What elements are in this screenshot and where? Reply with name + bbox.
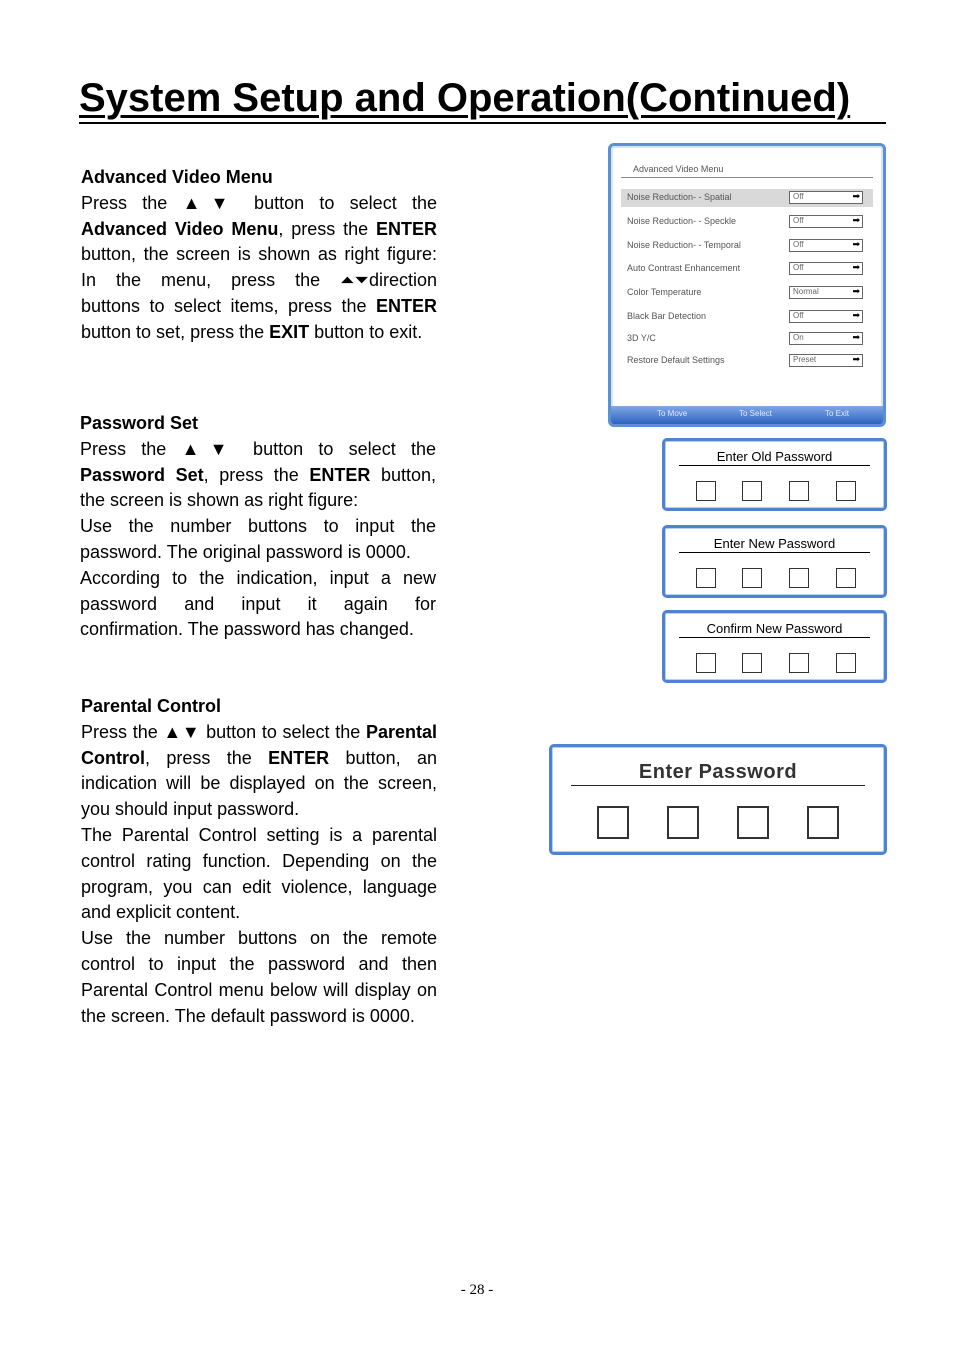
password-digit-4[interactable] bbox=[836, 653, 856, 673]
osd-row-color-temperature[interactable]: Color Temperature Normal ➡ bbox=[621, 284, 873, 302]
osd-footer-bar bbox=[611, 406, 883, 424]
body-line: Use the number buttons to input the bbox=[80, 516, 436, 537]
body-line: Press the ▲▼ button to select the bbox=[80, 438, 436, 459]
password-digit-4[interactable] bbox=[836, 481, 856, 501]
title-underline bbox=[79, 122, 886, 124]
arrow-right-icon: ➡ bbox=[852, 239, 860, 249]
section-heading: Advanced Video Menu bbox=[81, 167, 273, 187]
osd-value-box[interactable]: Off ➡ bbox=[789, 262, 863, 275]
body-line: button, the screen is shown as right figure: bbox=[81, 244, 437, 265]
password-digit-2[interactable] bbox=[667, 806, 699, 839]
body-line: Advanced Video Menu, press the ENTER bbox=[81, 218, 437, 239]
body-line: password and input it again for bbox=[80, 593, 436, 614]
body-line: Control, press the ENTER button, an bbox=[81, 747, 437, 768]
dialog-label: Enter Password bbox=[638, 761, 798, 783]
osd-value-box[interactable]: Off ➡ bbox=[789, 191, 863, 204]
body-line: Use the number buttons on the remote bbox=[81, 928, 437, 949]
password-digit-1[interactable] bbox=[696, 653, 716, 673]
osd-value-box[interactable]: Off ➡ bbox=[789, 239, 863, 252]
page-number: - 28 - bbox=[460, 1282, 494, 1298]
osd-row-auto-contrast[interactable]: Auto Contrast Enhancement Off ➡ bbox=[621, 260, 873, 278]
arrow-right-icon: ➡ bbox=[852, 354, 860, 364]
osd-row-noise-spatial[interactable]: Noise Reduction- - Spatial Off ➡ bbox=[621, 189, 873, 207]
osd-row-3d-yc[interactable]: 3D Y/C On ➡ bbox=[621, 330, 873, 348]
dialog-divider bbox=[679, 552, 870, 553]
body-line: the screen is shown as right figure: bbox=[80, 490, 359, 511]
enter-password-dialog bbox=[549, 744, 887, 855]
confirm-new-password-dialog bbox=[662, 610, 887, 683]
password-digit-4[interactable] bbox=[807, 806, 839, 839]
password-digit-3[interactable] bbox=[789, 653, 809, 673]
password-digit-4[interactable] bbox=[836, 568, 856, 588]
footer-select-hint: To Select bbox=[739, 409, 772, 418]
body-line: According to the indication, input a new bbox=[80, 567, 436, 588]
body-line: confirmation. The password has changed. bbox=[80, 619, 414, 640]
arrow-right-icon: ➡ bbox=[852, 332, 860, 342]
body-line: control to input the password and then bbox=[81, 953, 437, 974]
dialog-divider bbox=[679, 465, 870, 466]
dialog-label: Confirm New Password bbox=[706, 621, 843, 636]
password-digit-2[interactable] bbox=[742, 653, 762, 673]
body-line: indication will be displayed on the screen, bbox=[81, 773, 437, 794]
page-title: System Setup and Operation(Continued) bbox=[79, 76, 851, 120]
footer-exit-hint: To Exit bbox=[825, 409, 850, 418]
osd-value-box[interactable]: On ➡ bbox=[789, 332, 863, 345]
enter-new-password-dialog bbox=[662, 525, 887, 598]
osd-row-noise-temporal[interactable]: Noise Reduction- - Temporal Off ➡ bbox=[621, 237, 873, 255]
arrow-right-icon: ➡ bbox=[852, 215, 860, 225]
body-line: control rating function. Depending on the bbox=[81, 850, 437, 871]
section-heading: Parental Control bbox=[81, 696, 222, 716]
osd-value-box[interactable]: Normal ➡ bbox=[789, 286, 863, 299]
body-line: button to set, press the EXIT button to exit. bbox=[81, 321, 423, 342]
password-set-section bbox=[80, 411, 436, 643]
body-line: buttons to select items, press the ENTER bbox=[81, 295, 437, 316]
osd-value-box[interactable]: Off ➡ bbox=[789, 310, 863, 323]
password-digit-2[interactable] bbox=[742, 481, 762, 501]
password-digit-3[interactable] bbox=[789, 568, 809, 588]
footer-move-hint: To Move bbox=[657, 409, 688, 418]
dialog-divider bbox=[679, 637, 870, 638]
password-digit-1[interactable] bbox=[696, 481, 716, 501]
password-digit-1[interactable] bbox=[597, 806, 629, 839]
arrow-right-icon: ➡ bbox=[852, 262, 860, 272]
body-line: program, you can edit violence, language bbox=[81, 876, 437, 897]
osd-title-divider bbox=[621, 177, 873, 178]
osd-value-box[interactable]: Off ➡ bbox=[789, 215, 863, 228]
enter-old-password-dialog bbox=[662, 438, 887, 511]
body-line: Password Set, press the ENTER button, bbox=[80, 464, 437, 485]
dialog-divider bbox=[571, 785, 865, 786]
body-line: and explicit content. bbox=[81, 902, 241, 923]
body-line: The Parental Control setting is a parental bbox=[81, 824, 437, 845]
body-line: you should input password. bbox=[81, 799, 300, 820]
advanced-video-menu-figure bbox=[608, 143, 886, 427]
parental-control-section bbox=[81, 694, 437, 1029]
advanced-video-section bbox=[81, 165, 437, 346]
password-digit-3[interactable] bbox=[789, 481, 809, 501]
body-line: Press the ▲▼ button to select the bbox=[81, 192, 437, 213]
section-heading: Password Set bbox=[80, 413, 199, 433]
password-digit-1[interactable] bbox=[696, 568, 716, 588]
body-line: password. The original password is 0000. bbox=[80, 541, 411, 562]
password-digit-3[interactable] bbox=[737, 806, 769, 839]
osd-row-restore-defaults[interactable]: Restore Default Settings Preset ➡ bbox=[621, 352, 873, 370]
arrow-right-icon: ➡ bbox=[852, 286, 860, 296]
dialog-label: Enter Old Password bbox=[716, 449, 833, 464]
body-line: Press the ▲▼ button to select the Parental bbox=[81, 721, 437, 742]
arrow-right-icon: ➡ bbox=[852, 310, 860, 320]
dialog-label: Enter New Password bbox=[713, 536, 836, 551]
osd-value-box[interactable]: Preset ➡ bbox=[789, 354, 863, 367]
body-line: Parental Control menu below will display on bbox=[81, 979, 437, 1000]
body-line: the screen. The default password is 0000. bbox=[81, 1005, 415, 1026]
password-digit-2[interactable] bbox=[742, 568, 762, 588]
osd-menu-title: Advanced Video Menu bbox=[633, 164, 724, 174]
arrow-right-icon: ➡ bbox=[852, 191, 860, 201]
osd-row-noise-speckle[interactable]: Noise Reduction- - Speckle Off ➡ bbox=[621, 213, 873, 231]
osd-row-black-bar[interactable]: Black Bar Detection Off ➡ bbox=[621, 308, 873, 326]
body-line: In the menu, press the ⏶⏷direction bbox=[81, 270, 437, 291]
